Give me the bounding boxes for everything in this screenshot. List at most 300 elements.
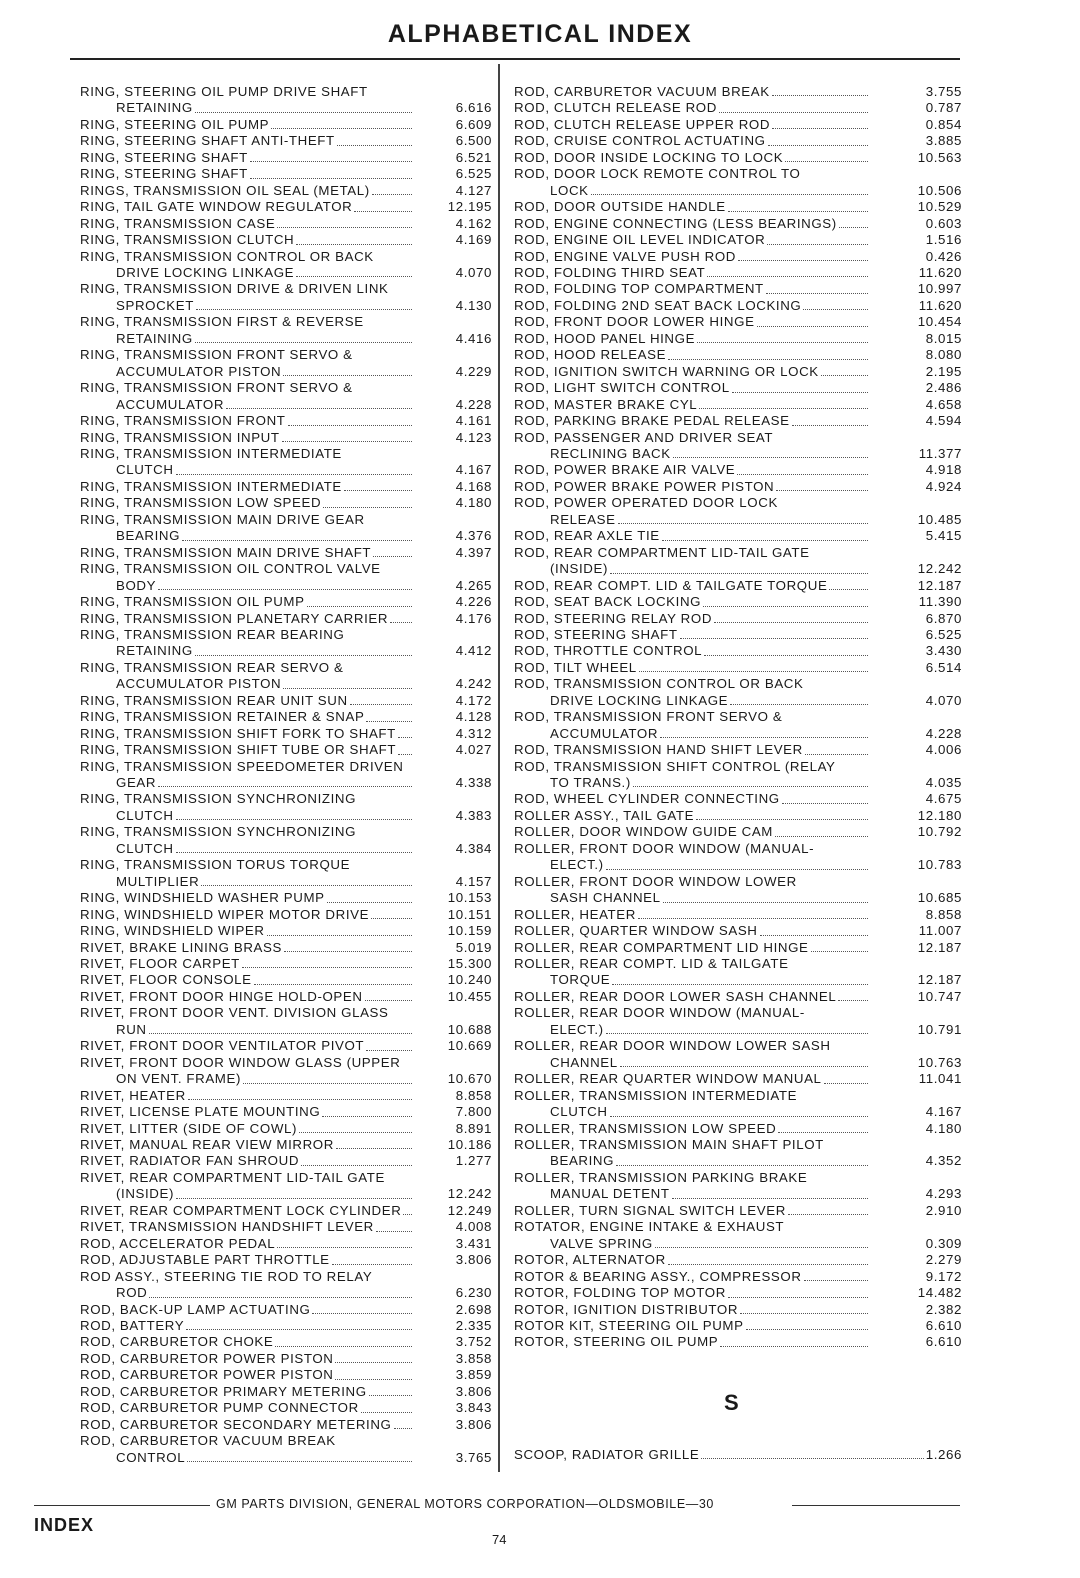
entry-page-ref: 4.338 bbox=[455, 775, 492, 791]
entry-text: (INSIDE) bbox=[550, 561, 608, 577]
index-entry bbox=[80, 561, 492, 594]
entry-text: RING, TRANSMISSION DRIVE & DRIVEN LINK bbox=[80, 281, 389, 297]
dot-leader bbox=[805, 754, 868, 755]
dot-leader bbox=[660, 737, 868, 738]
dot-leader bbox=[250, 178, 412, 179]
dot-leader bbox=[788, 1214, 868, 1215]
entry-text: SPROCKET bbox=[116, 297, 194, 313]
entry-text: RING, TRANSMISSION CASE bbox=[80, 215, 276, 231]
entry-page-ref: 3.806 bbox=[455, 1252, 492, 1268]
entry-page-ref: 11.390 bbox=[918, 594, 962, 610]
dot-leader bbox=[714, 622, 868, 623]
dot-leader bbox=[350, 704, 412, 705]
index-entry bbox=[80, 940, 492, 956]
dot-leader bbox=[361, 1412, 412, 1413]
index-entry bbox=[80, 1005, 492, 1038]
entry-text: ROTOR & BEARING ASSY., COMPRESSOR bbox=[514, 1268, 802, 1284]
index-entry bbox=[80, 84, 492, 117]
index-entry bbox=[80, 1384, 492, 1400]
entry-page-ref: 4.229 bbox=[455, 363, 492, 379]
entry-page-ref: 8.080 bbox=[925, 347, 962, 363]
index-entry bbox=[80, 314, 492, 347]
entry-text: ROD, MASTER BRAKE CYL bbox=[514, 396, 698, 412]
entry-page-ref: 12.180 bbox=[917, 807, 962, 823]
entry-text: RIVET, REAR COMPARTMENT LID-TAIL GATE bbox=[80, 1169, 385, 1185]
index-entry bbox=[80, 1318, 492, 1334]
entry-text: ROD, ACCELERATOR PEDAL bbox=[80, 1235, 276, 1251]
entry-text: ACCUMULATOR bbox=[550, 725, 659, 741]
index-entry bbox=[80, 232, 492, 248]
entry-page-ref: 4.228 bbox=[925, 725, 962, 741]
index-entry bbox=[80, 1236, 492, 1252]
entry-page-ref: 10.455 bbox=[447, 988, 492, 1004]
entry-text: RING, TRANSMISSION SHIFT FORK TO SHAFT bbox=[80, 725, 396, 741]
index-entry bbox=[514, 281, 962, 297]
entry-page-ref: 2.382 bbox=[925, 1301, 962, 1317]
dot-leader bbox=[767, 244, 868, 245]
index-entry bbox=[80, 1417, 492, 1433]
entry-page-ref: 4.168 bbox=[455, 478, 492, 494]
index-entry bbox=[80, 446, 492, 479]
entry-text: ROD, CARBURETOR POWER PISTON bbox=[80, 1367, 334, 1383]
entry-text: ROLLER, TURN SIGNAL SWITCH LEVER bbox=[514, 1202, 786, 1218]
entry-text: ROD, REAR COMPARTMENT LID-TAIL GATE bbox=[514, 544, 810, 560]
entry-page-ref: 4.161 bbox=[455, 413, 492, 429]
entry-page-ref: 4.376 bbox=[455, 528, 492, 544]
entry-page-ref: 2.335 bbox=[455, 1317, 492, 1333]
entry-text: RING, TRANSMISSION OIL PUMP bbox=[80, 594, 305, 610]
dot-leader bbox=[323, 507, 412, 508]
entry-page-ref: 4.127 bbox=[455, 182, 492, 198]
entry-text: VALVE SPRING bbox=[550, 1235, 653, 1251]
index-entry bbox=[514, 841, 962, 874]
entry-text: RING, TRANSMISSION CONTROL OR BACK bbox=[80, 248, 374, 264]
entry-page-ref: 7.800 bbox=[455, 1104, 492, 1120]
entry-page-ref: 4.176 bbox=[455, 610, 492, 626]
index-entry bbox=[514, 660, 962, 676]
entry-text: ROD, BATTERY bbox=[80, 1317, 185, 1333]
entry-page-ref: 4.594 bbox=[925, 413, 962, 429]
entry-text: ROLLER, REAR DOOR WINDOW LOWER SASH bbox=[514, 1038, 831, 1054]
dot-leader bbox=[296, 244, 412, 245]
index-entry bbox=[80, 199, 492, 215]
page-title: ALPHABETICAL INDEX bbox=[387, 20, 693, 48]
index-entry bbox=[80, 166, 492, 182]
entry-page-ref: 6.870 bbox=[925, 610, 962, 626]
index-entry bbox=[514, 528, 962, 544]
entry-text: ROLLER, TRANSMISSION MAIN SHAFT PILOT bbox=[514, 1137, 824, 1152]
dot-leader bbox=[288, 425, 413, 426]
entry-page-ref: 4.128 bbox=[455, 709, 492, 725]
dot-leader bbox=[782, 803, 868, 804]
entry-page-ref: 4.070 bbox=[925, 692, 962, 708]
index-entry bbox=[514, 709, 962, 742]
entry-text: ROD, THROTTLE CONTROL bbox=[514, 643, 703, 659]
index-entry bbox=[80, 956, 492, 972]
entry-text: ROD, REAR COMPT. LID & TAILGATE TORQUE bbox=[514, 577, 828, 593]
dot-leader bbox=[282, 441, 412, 442]
entry-page-ref: 2.195 bbox=[925, 363, 962, 379]
section-letter-s: S bbox=[724, 1390, 739, 1415]
dot-leader bbox=[176, 819, 412, 820]
dot-leader bbox=[737, 474, 868, 475]
index-entry bbox=[514, 430, 962, 463]
index-entry bbox=[80, 1055, 492, 1088]
dot-leader bbox=[299, 1132, 412, 1133]
index-entry bbox=[514, 1318, 962, 1334]
entry-text: RIVET, FRONT DOOR VENT. DIVISION GLASS bbox=[80, 1005, 389, 1021]
dot-leader bbox=[283, 688, 412, 689]
entry-page-ref: 10.747 bbox=[917, 988, 962, 1004]
dot-leader bbox=[728, 1297, 868, 1298]
entry-page-ref: 8.858 bbox=[925, 906, 962, 922]
index-entry bbox=[514, 347, 962, 363]
entry-text: RIVET, FLOOR CARPET bbox=[80, 956, 240, 972]
entry-page-ref: 4.924 bbox=[925, 478, 962, 494]
entry-text: RETAINING bbox=[116, 100, 193, 116]
dot-leader bbox=[778, 1132, 868, 1133]
entry-page-ref: 3.430 bbox=[925, 643, 962, 659]
dot-leader bbox=[633, 786, 868, 787]
entry-text: RING, TRANSMISSION INTERMEDIATE bbox=[80, 445, 342, 461]
entry-text: RING, STEERING OIL PUMP bbox=[80, 116, 270, 132]
dot-leader bbox=[730, 704, 868, 705]
entry-text: RING, TRANSMISSION REAR UNIT SUN bbox=[80, 692, 348, 708]
dot-leader bbox=[792, 425, 868, 426]
entry-page-ref: 11.007 bbox=[918, 923, 962, 939]
entry-page-ref: 3.752 bbox=[455, 1334, 492, 1350]
dot-leader bbox=[728, 211, 868, 212]
entry-text: ROD, TILT WHEEL bbox=[514, 659, 637, 675]
index-entry bbox=[80, 824, 492, 857]
index-entry bbox=[80, 183, 492, 199]
entry-page-ref: 6.230 bbox=[455, 1285, 492, 1301]
entry-text: ROD, ENGINE CONNECTING (LESS BEARINGS) bbox=[514, 215, 837, 231]
entry-text: ROD, DOOR INSIDE LOCKING TO LOCK bbox=[514, 149, 784, 165]
dot-leader bbox=[618, 523, 868, 524]
entry-page-ref: 4.006 bbox=[925, 742, 962, 758]
dot-leader bbox=[365, 1000, 412, 1001]
index-entry bbox=[80, 1433, 492, 1466]
entry-text: RING, WINDSHIELD WASHER PUMP bbox=[80, 890, 325, 906]
dot-leader bbox=[760, 935, 868, 936]
entry-text: CLUTCH bbox=[116, 807, 174, 823]
dot-leader bbox=[332, 1264, 412, 1265]
index-entry bbox=[80, 594, 492, 610]
dot-leader bbox=[606, 869, 868, 870]
index-entry bbox=[80, 1137, 492, 1153]
index-entry bbox=[514, 462, 962, 478]
dot-leader bbox=[616, 1165, 868, 1166]
dot-leader bbox=[376, 1231, 412, 1232]
entry-page-ref: 4.180 bbox=[925, 1120, 962, 1136]
index-entry bbox=[80, 347, 492, 380]
dot-leader bbox=[158, 589, 412, 590]
entry-text: ROD, ENGINE OIL LEVEL INDICATOR bbox=[514, 232, 766, 248]
entry-text: ROD, HOOD RELEASE bbox=[514, 347, 667, 363]
entry-page-ref: 10.783 bbox=[917, 857, 962, 873]
dot-leader bbox=[307, 606, 412, 607]
index-entry bbox=[80, 660, 492, 693]
entry-text: RING, TRANSMISSION PLANETARY CARRIER bbox=[80, 610, 389, 626]
entry-text: RIVET, MANUAL REAR VIEW MIRROR bbox=[80, 1137, 334, 1152]
entry-page-ref: 10.485 bbox=[917, 511, 962, 527]
entry-text: ROD, FOLDING TOP COMPARTMENT bbox=[514, 281, 764, 297]
entry-text: RING, TRANSMISSION CLUTCH bbox=[80, 232, 295, 248]
index-entry bbox=[80, 857, 492, 890]
index-entry bbox=[514, 1170, 962, 1203]
entry-page-ref: 10.529 bbox=[917, 199, 962, 215]
entry-page-ref: 0.426 bbox=[925, 248, 962, 264]
dot-leader bbox=[766, 293, 868, 294]
entry-text: RING, TRANSMISSION FRONT SERVO & bbox=[80, 380, 353, 396]
entry-page-ref: 6.525 bbox=[455, 166, 492, 182]
index-entry bbox=[514, 1137, 962, 1170]
entry-page-ref: 11.620 bbox=[918, 297, 962, 313]
entry-page-ref: 3.885 bbox=[925, 133, 962, 149]
dot-leader bbox=[699, 408, 868, 409]
entry-text: RING, TRANSMISSION MAIN DRIVE SHAFT bbox=[80, 544, 372, 560]
index-entry bbox=[80, 1252, 492, 1268]
dot-leader bbox=[390, 622, 412, 623]
entry-text: BEARING bbox=[550, 1153, 615, 1169]
entry-page-ref: 0.787 bbox=[925, 100, 962, 116]
entry-text: ROD, CARBURETOR SECONDARY METERING bbox=[80, 1416, 392, 1432]
entry-page-ref: 0.854 bbox=[925, 116, 962, 132]
entry-page-ref: 12.187 bbox=[917, 972, 962, 988]
dot-leader bbox=[839, 227, 868, 228]
entry-text: ROD, LIGHT SWITCH CONTROL bbox=[514, 380, 730, 396]
index-entry bbox=[514, 1203, 962, 1219]
entry-text: ROD, ADJUSTABLE PART THROTTLE bbox=[80, 1252, 330, 1268]
entry-page-ref: 4.384 bbox=[455, 840, 492, 856]
index-entry bbox=[80, 923, 492, 939]
index-entry bbox=[80, 907, 492, 923]
index-entry bbox=[514, 940, 962, 956]
entry-page-ref: 4.167 bbox=[455, 462, 492, 478]
index-entry bbox=[514, 907, 962, 923]
index-entry bbox=[514, 824, 962, 840]
dot-leader bbox=[746, 1329, 868, 1330]
dot-leader bbox=[312, 1313, 412, 1314]
index-entry bbox=[80, 117, 492, 133]
index-entry bbox=[514, 1121, 962, 1137]
dot-leader bbox=[226, 408, 412, 409]
entry-page-ref: 4.027 bbox=[455, 742, 492, 758]
entry-page-ref: 4.130 bbox=[455, 297, 492, 313]
entry-text: ROD, CARBURETOR VACUUM BREAK bbox=[514, 84, 770, 99]
footer-index-label: INDEX bbox=[34, 1515, 95, 1535]
index-entry bbox=[80, 150, 492, 166]
entry-text: ROD, STEERING SHAFT bbox=[514, 626, 678, 642]
dot-leader bbox=[704, 655, 868, 656]
index-entry bbox=[80, 413, 492, 429]
dot-leader bbox=[775, 836, 868, 837]
entry-text: ROLLER, FRONT DOOR WINDOW LOWER bbox=[514, 873, 797, 889]
dot-leader bbox=[267, 935, 412, 936]
entry-text: ROD, PASSENGER AND DRIVER SEAT bbox=[514, 429, 774, 445]
index-entry bbox=[514, 874, 962, 907]
index-entry bbox=[80, 759, 492, 792]
dot-leader bbox=[296, 276, 412, 277]
entry-page-ref: 4.226 bbox=[455, 594, 492, 610]
entry-page-ref: 4.293 bbox=[925, 1186, 962, 1202]
entry-text: ROD, FRONT DOOR LOWER HINGE bbox=[514, 314, 755, 330]
entry-text: ROLLER, REAR COMPT. LID & TAILGATE bbox=[514, 956, 789, 972]
dot-leader bbox=[366, 1050, 412, 1051]
index-entry bbox=[80, 693, 492, 709]
index-entry bbox=[80, 1203, 492, 1219]
entry-page-ref: 4.035 bbox=[925, 775, 962, 791]
entry-page-ref: 12.187 bbox=[917, 939, 962, 955]
index-entry bbox=[514, 578, 962, 594]
dot-leader bbox=[201, 885, 412, 886]
dot-leader bbox=[720, 1346, 868, 1347]
dot-leader bbox=[371, 918, 412, 919]
entry-text: ROLLER, DOOR WINDOW GUIDE CAM bbox=[514, 824, 773, 840]
dot-leader bbox=[776, 490, 868, 491]
entry-page-ref: 4.383 bbox=[455, 807, 492, 823]
index-entry bbox=[514, 216, 962, 232]
entry-text: RING, TRANSMISSION INPUT bbox=[80, 429, 280, 445]
entry-text: ROD bbox=[116, 1285, 148, 1301]
dot-leader bbox=[757, 326, 868, 327]
index-entry bbox=[80, 1269, 492, 1302]
entry-text: ROLLER, FRONT DOOR WINDOW (MANUAL- bbox=[514, 840, 815, 856]
index-entry bbox=[514, 989, 962, 1005]
dot-leader bbox=[701, 1458, 923, 1459]
entry-text: ROD, BACK-UP LAMP ACTUATING bbox=[80, 1301, 311, 1317]
dot-leader bbox=[186, 1329, 412, 1330]
entry-page-ref: 11.041 bbox=[918, 1071, 962, 1087]
index-entry bbox=[514, 611, 962, 627]
dot-leader bbox=[182, 540, 412, 541]
entry-text: ROD, CARBURETOR VACUUM BREAK bbox=[80, 1433, 336, 1449]
dot-leader bbox=[187, 1461, 412, 1462]
entry-text: RING, TRANSMISSION FIRST & REVERSE bbox=[80, 314, 364, 330]
index-entry bbox=[80, 1400, 492, 1416]
entry-page-ref: 12.242 bbox=[917, 561, 962, 577]
entry-text: RIVET, FRONT DOOR VENTILATOR PIVOT bbox=[80, 1038, 365, 1054]
dot-leader bbox=[394, 1428, 413, 1429]
entry-text: ROD, SEAT BACK LOCKING bbox=[514, 594, 702, 610]
index-entry bbox=[514, 1302, 962, 1318]
entry-page-ref: 10.186 bbox=[447, 1137, 492, 1152]
entry-page-ref: 10.240 bbox=[447, 972, 492, 988]
entry-page-ref: 11.620 bbox=[918, 264, 962, 280]
entry-text: TO TRANS.) bbox=[550, 775, 631, 791]
index-entry bbox=[514, 117, 962, 133]
index-entry bbox=[514, 791, 962, 807]
dot-leader bbox=[620, 1066, 868, 1067]
dot-leader bbox=[284, 951, 412, 952]
entry-page-ref: 2.698 bbox=[455, 1301, 492, 1317]
entry-page-ref: 8.891 bbox=[455, 1120, 492, 1136]
entry-text: ROD, DOOR LOCK REMOTE CONTROL TO bbox=[514, 166, 801, 182]
index-entry bbox=[80, 1088, 492, 1104]
entry-page-ref: 3.858 bbox=[455, 1350, 492, 1366]
entry-text: TORQUE bbox=[550, 972, 611, 988]
dot-leader bbox=[344, 490, 412, 491]
dot-leader bbox=[829, 589, 868, 590]
entry-text: ROTOR, STEERING OIL PUMP bbox=[514, 1334, 719, 1350]
entry-text: RING, TRANSMISSION SYNCHRONIZING bbox=[80, 791, 357, 807]
column-divider bbox=[498, 64, 500, 1472]
entry-page-ref: 3.755 bbox=[925, 84, 962, 99]
entry-page-ref: 5.019 bbox=[455, 939, 492, 955]
entry-text: CONTROL bbox=[116, 1449, 186, 1465]
entry-page-ref: 3.859 bbox=[455, 1367, 492, 1383]
entry-text: RING, WINDSHIELD WIPER MOTOR DRIVE bbox=[80, 906, 370, 922]
entry-page-ref: 0.309 bbox=[925, 1235, 962, 1251]
index-entry bbox=[80, 1219, 492, 1235]
index-entry bbox=[514, 594, 962, 610]
dot-leader bbox=[250, 161, 412, 162]
index-entry bbox=[80, 1153, 492, 1169]
entry-page-ref: 10.670 bbox=[447, 1071, 492, 1087]
index-entry bbox=[514, 1252, 962, 1268]
dot-leader bbox=[196, 309, 412, 310]
dot-leader bbox=[277, 227, 412, 228]
dot-leader bbox=[785, 161, 868, 162]
index-entry bbox=[514, 232, 962, 248]
entry-page-ref: 4.265 bbox=[455, 577, 492, 593]
index-entry bbox=[514, 249, 962, 265]
dot-leader bbox=[243, 1083, 412, 1084]
dot-leader bbox=[301, 1165, 412, 1166]
entry-page-ref: 4.416 bbox=[455, 330, 492, 346]
entry-page-ref: 3.431 bbox=[455, 1235, 492, 1251]
dot-leader bbox=[254, 984, 412, 985]
index-entry bbox=[514, 545, 962, 578]
entry-text: RIVET, HEATER bbox=[80, 1087, 186, 1103]
entry-text: SCOOP, RADIATOR GRILLE bbox=[514, 1447, 700, 1462]
entry-page-ref: 4.658 bbox=[925, 396, 962, 412]
entry-page-ref: 10.997 bbox=[917, 281, 962, 297]
index-entry bbox=[80, 627, 492, 660]
dot-leader bbox=[738, 260, 868, 261]
entry-text: RING, TRANSMISSION SPEEDOMETER DRIVEN bbox=[80, 758, 404, 774]
entry-page-ref: 10.159 bbox=[447, 923, 492, 939]
dot-leader bbox=[696, 819, 868, 820]
dot-leader bbox=[176, 474, 412, 475]
dot-leader bbox=[804, 1280, 868, 1281]
dot-leader bbox=[707, 276, 868, 277]
entry-text: ROTATOR, ENGINE INTAKE & EXHAUST bbox=[514, 1219, 785, 1235]
entry-page-ref: 10.688 bbox=[447, 1021, 492, 1037]
entry-page-ref: 4.180 bbox=[455, 495, 492, 511]
entry-text: BODY bbox=[116, 577, 157, 593]
index-entry bbox=[514, 1005, 962, 1038]
entry-text: RING, TRANSMISSION REAR SERVO & bbox=[80, 659, 344, 675]
dot-leader bbox=[354, 211, 412, 212]
entry-text: RIVET, FLOOR CONSOLE bbox=[80, 972, 252, 988]
dot-leader bbox=[811, 951, 868, 952]
entry-text: ROTOR, IGNITION DISTRIBUTOR bbox=[514, 1301, 739, 1317]
entry-text: CLUTCH bbox=[116, 840, 174, 856]
entry-page-ref: 4.123 bbox=[455, 429, 492, 445]
entry-text: CLUTCH bbox=[550, 1104, 608, 1120]
entry-page-ref: 10.153 bbox=[447, 890, 492, 906]
entry-page-ref: 4.008 bbox=[455, 1219, 492, 1235]
dot-leader bbox=[149, 1033, 412, 1034]
index-entry bbox=[514, 1088, 962, 1121]
entry-text: RING, TRANSMISSION SHIFT TUBE OR SHAFT bbox=[80, 742, 397, 758]
entry-text: ELECT.) bbox=[550, 1021, 604, 1037]
footer-rule-right bbox=[792, 1505, 960, 1506]
entry-text: RIVET, RADIATOR FAN SHROUD bbox=[80, 1153, 300, 1169]
index-entry bbox=[514, 627, 962, 643]
